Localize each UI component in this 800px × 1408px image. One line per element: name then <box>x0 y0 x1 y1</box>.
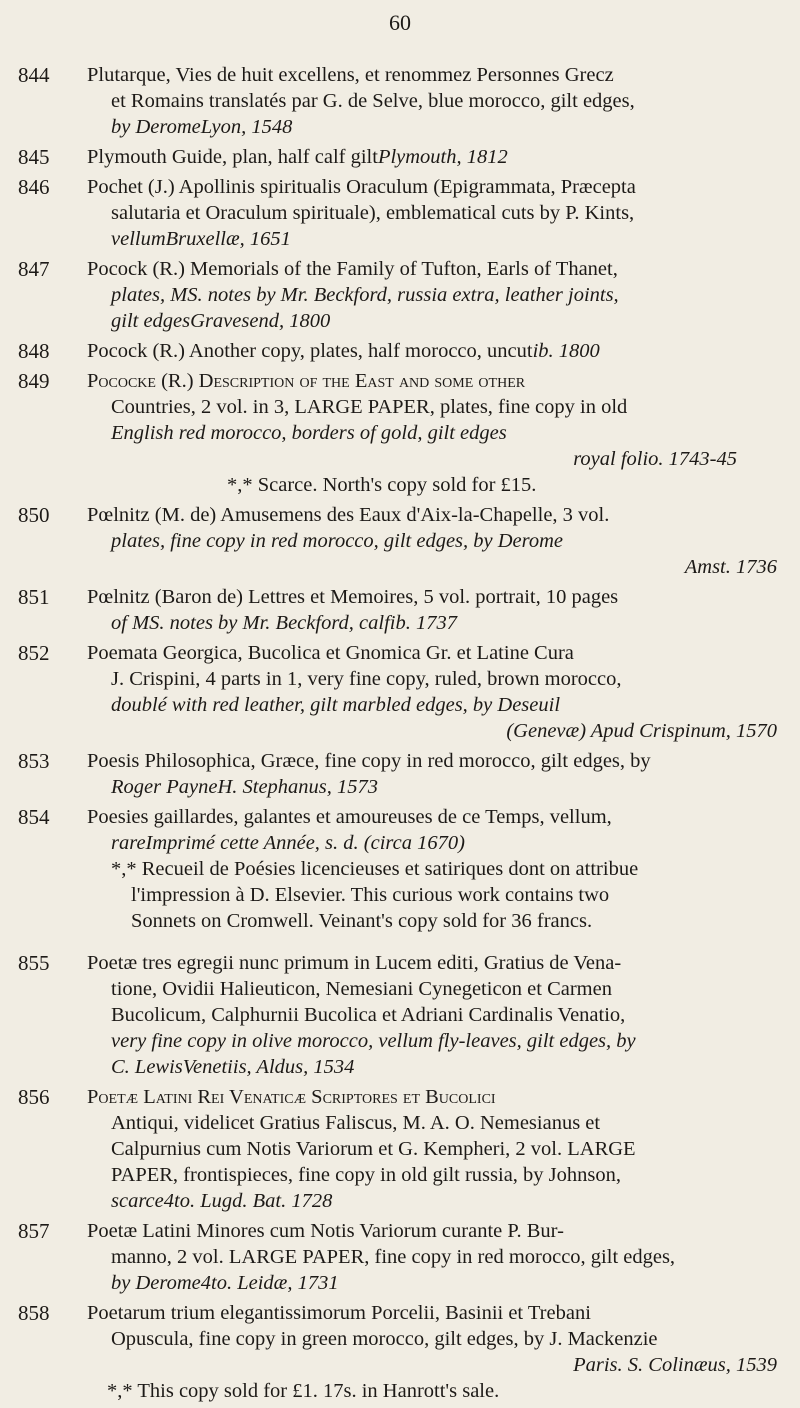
entry-858 <box>0 1300 800 1404</box>
imprint: Paris. S. Colinæus, 1539 <box>573 1354 777 1376</box>
entry-line: et Romains translatés par G. de Selve, blue morocco, gilt edges, <box>111 90 635 112</box>
entry-line: Poetæ tres egregii nunc primum in Lucem editi, Gratius de Vena- <box>87 952 622 974</box>
entry-line: Plymouth Guide, plan, half calf gilt <box>87 146 378 168</box>
lot-number: 856 <box>18 1085 50 1109</box>
lot-number: 851 <box>18 585 50 609</box>
entry-note: *,* This copy sold for £1. 17s. in Hanrott's sale. <box>107 1380 500 1402</box>
imprint: Plymouth, 1812 <box>377 146 508 168</box>
entry-line: by Derome <box>111 116 201 138</box>
imprint: ib. 1800 <box>532 340 600 362</box>
lot-number: 858 <box>18 1301 50 1325</box>
entry-line: J. Crispini, 4 parts in 1, very fine copy, ruled, brown morocco, <box>111 668 622 690</box>
entry-line: plates, MS. notes by Mr. Beckford, russia extra, leather joints, <box>111 284 619 306</box>
lot-number: 857 <box>18 1219 50 1243</box>
entry-line: vellum <box>111 228 166 250</box>
entry-line: Poesies gaillardes, galantes et amoureuses de ce Temps, vellum, <box>87 806 612 828</box>
entry-line: Pococke (R.) Description of the East and some other <box>87 370 526 392</box>
lot-number: 855 <box>18 951 50 975</box>
lot-number: 845 <box>18 145 50 169</box>
imprint: royal folio. 1743-45 <box>573 448 737 470</box>
entry-line: Opuscula, fine copy in green morocco, gilt edges, by J. Mackenzie <box>111 1328 658 1350</box>
entry-note: *,* Recueil de Poésies licencieuses et satiriques dont on attribue <box>111 858 639 880</box>
entry-line: gilt edges <box>111 310 191 332</box>
imprint: H. Stephanus, 1573 <box>217 776 379 798</box>
lot-number: 852 <box>18 641 50 665</box>
entry-line: salutaria et Oraculum spirituale), emblematical cuts by P. Kints, <box>111 202 635 224</box>
imprint: Bruxellæ, 1651 <box>165 228 291 250</box>
page-number: 60 <box>389 10 411 35</box>
entry-855 <box>0 950 800 1080</box>
entry-849 <box>0 368 800 498</box>
entry-846 <box>0 174 800 252</box>
lot-number: 850 <box>18 503 50 527</box>
entry-line: Pocock (R.) Another copy, plates, half morocco, uncut <box>87 340 533 362</box>
entry-line: manno, 2 vol. LARGE PAPER, fine copy in red morocco, gilt edges, <box>111 1246 676 1268</box>
entry-line: scarce <box>111 1190 164 1212</box>
entry-line: Antiqui, videlicet Gratius Faliscus, M. A. O. Nemesianus et <box>111 1112 601 1134</box>
entry-note: Sonnets on Cromwell. Veinant's copy sold for 36 francs. <box>131 910 593 932</box>
imprint: (Genevæ) Apud Crispinum, 1570 <box>506 720 777 742</box>
imprint: ib. 1737 <box>389 612 457 634</box>
lot-number: 846 <box>18 175 50 199</box>
entry-line: Roger Payne <box>111 776 218 798</box>
entry-note: l'impression à D. Elsevier. This curious work contains two <box>131 884 610 906</box>
entry-line: Plutarque, Vies de huit excellens, et renommez Personnes Grecz <box>87 64 614 86</box>
entry-line: Bucolicum, Calphurnii Bucolica et Adriani Cardinalis Venatio, <box>111 1004 626 1026</box>
lot-number: 853 <box>18 749 50 773</box>
entry-line: by Derome <box>111 1272 201 1294</box>
entry-line: Poemata Georgica, Bucolica et Gnomica Gr. et Latine Cura <box>87 642 574 664</box>
entry-847 <box>0 256 800 334</box>
entry-line: C. Lewis <box>111 1056 183 1078</box>
entry-line: Poetæ Latini Minores cum Notis Variorum curante P. Bur- <box>87 1220 564 1242</box>
entry-852 <box>0 640 800 744</box>
entry-853 <box>0 748 800 800</box>
imprint: Gravesend, 1800 <box>190 310 331 332</box>
entry-note: *,* Scarce. North's copy sold for £15. <box>227 474 537 496</box>
entry-line: tione, Ovidii Halieuticon, Nemesiani Cynegeticon et Carmen <box>111 978 612 1000</box>
entry-line: English red morocco, borders of gold, gilt edges <box>111 422 507 444</box>
entry-848 <box>0 338 800 364</box>
lot-number: 854 <box>18 805 50 829</box>
entry-list <box>0 62 800 1408</box>
imprint: 4to. Leidæ, 1731 <box>200 1272 339 1294</box>
entry-line: Countries, 2 vol. in 3, LARGE PAPER, plates, fine copy in old <box>111 396 628 418</box>
entry-line: Pochet (J.) Apollinis spiritualis Oraculum (Epigrammata, Præcepta <box>87 176 636 198</box>
imprint: Lyon, 1548 <box>200 116 293 138</box>
entry-844 <box>0 62 800 140</box>
entry-line: Calpurnius cum Notis Variorum et G. Kempheri, 2 vol. LARGE <box>111 1138 636 1160</box>
lot-number: 848 <box>18 339 50 363</box>
entry-851 <box>0 584 800 636</box>
entry-line: of MS. notes by Mr. Beckford, calf <box>111 612 390 634</box>
entry-line: Pœlnitz (M. de) Amusemens des Eaux d'Aix-la-Chapelle, 3 vol. <box>87 504 610 526</box>
entry-845 <box>0 144 800 170</box>
entry-line: Pocock (R.) Memorials of the Family of Tufton, Earls of Thanet, <box>87 258 618 280</box>
lot-number: 849 <box>18 369 50 393</box>
entry-line: Pœlnitz (Baron de) Lettres et Memoires, 5 vol. portrait, 10 pages <box>87 586 619 608</box>
entry-line: plates, fine copy in red morocco, gilt edges, by Derome <box>111 530 564 552</box>
entry-856 <box>0 1084 800 1214</box>
entry-857 <box>0 1218 800 1296</box>
imprint: Amst. 1736 <box>684 556 777 578</box>
entry-line: Poetæ Latini Rei Venaticæ Scriptores et Bucolici <box>87 1086 496 1108</box>
entry-line: rare <box>111 832 146 854</box>
imprint: Imprimé cette Année, s. d. (circa 1670) <box>145 832 465 854</box>
entry-854 <box>0 804 800 934</box>
entry-850 <box>0 502 800 580</box>
entry-line: very fine copy in olive morocco, vellum fly-leaves, gilt edges, by <box>111 1030 636 1052</box>
lot-number: 844 <box>18 63 50 87</box>
imprint: Venetiis, Aldus, 1534 <box>182 1056 355 1078</box>
imprint: 4to. Lugd. Bat. 1728 <box>163 1190 333 1212</box>
entry-line: Poesis Philosophica, Græce, fine copy in red morocco, gilt edges, by <box>87 750 651 772</box>
entry-line: Poetarum trium elegantissimorum Porcelii, Basinii et Trebani <box>87 1302 591 1324</box>
entry-line: PAPER, frontispieces, fine copy in old gilt russia, by Johnson, <box>111 1164 622 1186</box>
entry-line: doublé with red leather, gilt marbled edges, by Deseuil <box>111 694 561 716</box>
lot-number: 847 <box>18 257 50 281</box>
